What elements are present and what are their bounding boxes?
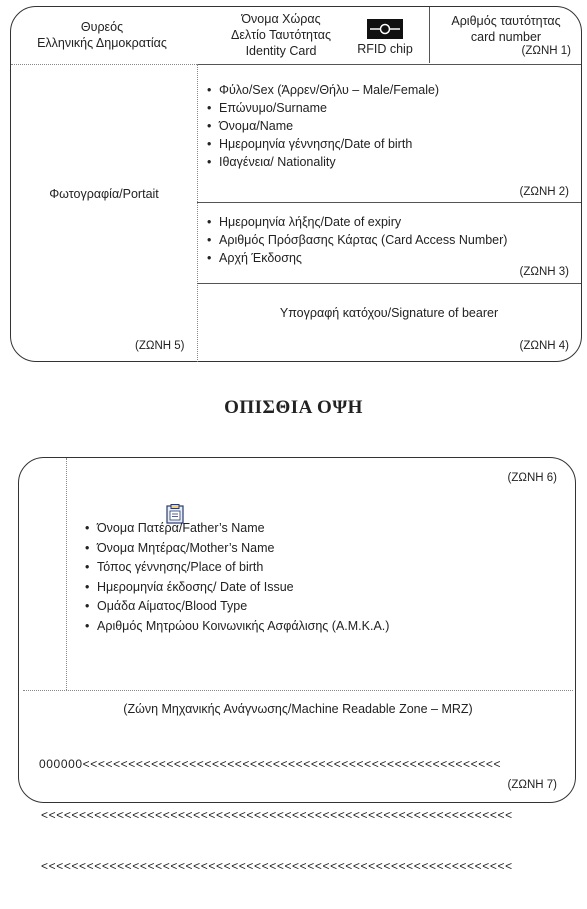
date-of-expiry-field: • Ημερομηνία λήξης/Date of expiry	[205, 213, 507, 231]
coat-of-arms-label	[11, 19, 193, 51]
card-number-english: card number	[470, 30, 542, 44]
issuing-authority-field: • Αρχή Έκδοσης	[205, 249, 507, 267]
zone4-label: (ΖΩΝΗ 4)	[519, 340, 569, 352]
back-left-divider	[66, 458, 67, 690]
back-card	[18, 457, 576, 873]
zone2-divider	[197, 202, 581, 203]
zone7-label: (ΖΩΝΗ 7)	[507, 779, 557, 791]
mothers-name-field: • Όνομα Μητέρας/Mother’s Name	[83, 539, 389, 559]
zone1-divider	[197, 64, 581, 65]
zone6-label: (ΖΩΝΗ 6)	[507, 472, 557, 484]
name-field: • Όνομα/Name	[205, 117, 439, 135]
front-card	[10, 6, 582, 362]
surname-field: • Επώνυμο/Surname	[205, 99, 439, 117]
coat-of-arms-line-2: Ελληνικής Δημοκρατίας	[37, 36, 167, 50]
photo-label: Φωτογραφία/Portait	[49, 187, 159, 201]
blood-type-field: • Ομάδα Αίματος/Blood Type	[83, 597, 389, 617]
sex-field: • Φύλο/Sex (Άρρεν/Θήλυ – Male/Female)	[205, 81, 439, 99]
place-of-birth-field: • Τόπος γέννησης/Place of birth	[83, 558, 389, 578]
mrz-title: (Ζώνη Μηχανικής Ανάγνωσης/Machine Readable Zone – MRZ)	[123, 702, 473, 716]
date-of-birth-field: • Ημερομηνία γέννησης/Date of birth	[205, 135, 439, 153]
rfid-chip-icon	[367, 19, 403, 39]
zone3-label: (ΖΩΝΗ 3)	[519, 266, 569, 278]
card-number-block	[431, 13, 581, 45]
id-card-greek-label: Δελτίο Ταυτότητας	[230, 28, 332, 42]
amka-field: • Αριθμός Μητρώου Κοινωνικής Ασφάλισης (Α.Μ.Κ.Α.)	[83, 617, 389, 637]
fathers-name-field: • Όνομα Πατέρα/Father’s Name	[83, 519, 389, 539]
zone2-list	[205, 81, 439, 171]
mrz-divider	[23, 690, 573, 691]
date-of-issue-field: • Ημερομηνία έκδοσης/ Date of Issue	[83, 578, 389, 598]
signature-label: Υπογραφή κατόχου/Signature of bearer	[279, 306, 499, 320]
id-card-english-label: Identity Card	[245, 44, 317, 58]
coat-of-arms-line-1: Θυρεός	[80, 20, 124, 34]
country-name-label: Όνομα Χώρας	[241, 12, 321, 26]
photo-top-divider	[11, 64, 197, 65]
rfid-label: RFID chip	[357, 42, 413, 56]
mrz-line-2: <<<<<<<<<<<<<<<<<<<<<<<<<<<<<<<<<<<<<<<<<<<<<<<<<<<<<<<<<<<<<<	[41, 808, 513, 822]
mrz-block	[39, 722, 571, 909]
zone1-label: (ΖΩΝΗ 1)	[521, 45, 571, 57]
zone3-divider	[197, 283, 581, 284]
nationality-field: • Ιθαγένεια/ Nationality	[205, 153, 439, 171]
mrz-line-3: <<<<<<<<<<<<<<<<<<<<<<<<<<<<<<<<<<<<<<<<<<<<<<<<<<<<<<<<<<<<<<	[41, 859, 513, 873]
mrz-line-1: 000000<<<<<<<<<<<<<<<<<<<<<<<<<<<<<<<<<<<<<<<<<<<<<<<<<<<<<<<	[39, 757, 502, 771]
zone6-list	[83, 519, 389, 637]
back-side-title: ΟΠΙΣΘΙΑ ΟΨΗ	[224, 397, 363, 418]
zone5-label: (ΖΩΝΗ 5)	[135, 340, 185, 352]
zone3-list	[205, 213, 507, 267]
card-number-greek: Αριθμός ταυτότητας	[451, 14, 561, 28]
card-title-block	[211, 11, 351, 59]
card-number-divider	[429, 7, 430, 63]
card-access-number-field: • Αριθμός Πρόσβασης Κάρτας (Card Access Number)	[205, 231, 507, 249]
zone2-label: (ΖΩΝΗ 2)	[519, 186, 569, 198]
